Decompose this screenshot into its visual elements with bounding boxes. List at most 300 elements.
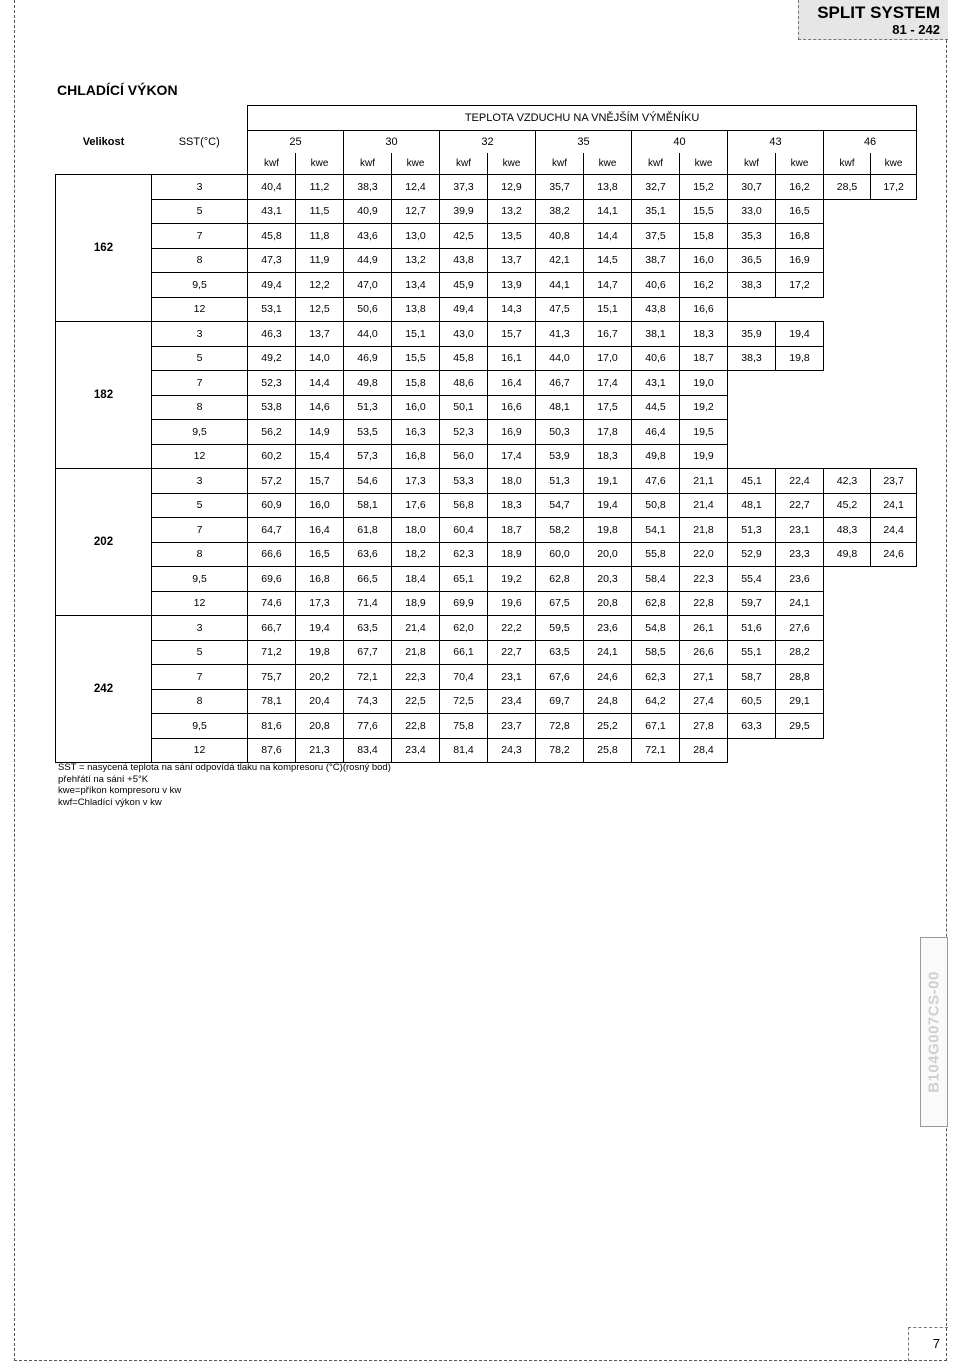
kwe-cell: 14,5 <box>584 248 632 273</box>
footnote-kwe: kwe=příkon kompresoru v kw <box>58 785 182 796</box>
kwf-cell: 43,1 <box>248 199 296 224</box>
kwe-cell: 28,2 <box>776 640 824 665</box>
kwe-cell <box>871 248 917 273</box>
kwf-cell: 65,1 <box>440 567 488 592</box>
kwe-cell <box>871 371 917 396</box>
kwe-cell: 18,3 <box>488 493 536 518</box>
kwf-cell: 50,1 <box>440 395 488 420</box>
kwf-cell: 54,7 <box>536 493 584 518</box>
kwf-cell: 46,4 <box>632 420 680 445</box>
temp-header: 32 <box>440 131 536 154</box>
kwf-cell: 74,3 <box>344 689 392 714</box>
kwf-cell: 51,3 <box>344 395 392 420</box>
kwf-cell: 40,4 <box>248 175 296 200</box>
kwf-cell: 59,5 <box>536 616 584 641</box>
table-row <box>56 640 917 665</box>
sst-cell: 5 <box>152 199 248 224</box>
kwe-cell <box>871 689 917 714</box>
table-row <box>56 493 917 518</box>
kwe-cell: 19,8 <box>776 346 824 371</box>
kwe-cell: 23,7 <box>871 469 917 494</box>
kwf-cell: 67,1 <box>632 714 680 739</box>
kwf-cell: 50,6 <box>344 297 392 322</box>
unit-kwe-header: kwe <box>392 153 440 175</box>
kwf-cell: 49,4 <box>440 297 488 322</box>
kwe-cell: 13,7 <box>488 248 536 273</box>
kwf-cell <box>824 420 871 445</box>
kwe-cell: 22,8 <box>680 591 728 616</box>
table-row <box>56 273 917 298</box>
kwf-cell: 40,9 <box>344 199 392 224</box>
kwf-cell: 49,2 <box>248 346 296 371</box>
kwf-cell: 49,8 <box>344 371 392 396</box>
kwe-cell: 18,2 <box>392 542 440 567</box>
kwe-cell <box>871 395 917 420</box>
kwe-cell: 11,2 <box>296 175 344 200</box>
kwf-cell <box>824 444 871 469</box>
kwe-cell: 13,8 <box>584 175 632 200</box>
kwe-cell: 20,4 <box>296 689 344 714</box>
kwf-cell <box>824 322 871 347</box>
kwe-cell: 15,1 <box>584 297 632 322</box>
kwf-cell: 66,6 <box>248 542 296 567</box>
document-code-box <box>920 937 948 1127</box>
table-row <box>56 469 917 494</box>
kwe-cell: 18,4 <box>392 567 440 592</box>
kwe-cell: 16,8 <box>392 444 440 469</box>
sst-cell: 12 <box>152 444 248 469</box>
unit-kwe-header: kwe <box>488 153 536 175</box>
kwe-cell: 11,8 <box>296 224 344 249</box>
kwe-cell: 11,5 <box>296 199 344 224</box>
kwf-cell: 61,8 <box>344 518 392 543</box>
kwf-cell: 43,6 <box>344 224 392 249</box>
kwf-cell <box>824 346 871 371</box>
kwe-cell <box>871 591 917 616</box>
kwe-cell: 27,1 <box>680 665 728 690</box>
kwf-cell: 69,9 <box>440 591 488 616</box>
table-row <box>56 689 917 714</box>
temp-header: 43 <box>728 131 824 154</box>
kwf-cell: 45,8 <box>248 224 296 249</box>
kwf-cell: 78,2 <box>536 738 584 763</box>
kwe-cell: 16,9 <box>488 420 536 445</box>
kwe-cell: 16,7 <box>584 322 632 347</box>
kwe-cell <box>871 273 917 298</box>
kwf-cell: 42,1 <box>536 248 584 273</box>
unit-kwf-header: kwf <box>824 153 871 175</box>
kwf-cell: 42,3 <box>824 469 871 494</box>
cooling-capacity-table <box>55 105 917 763</box>
sst-cell: 9,5 <box>152 273 248 298</box>
kwe-cell <box>871 567 917 592</box>
kwe-cell: 17,4 <box>584 371 632 396</box>
kwe-cell: 19,1 <box>584 469 632 494</box>
kwf-cell <box>728 395 776 420</box>
kwf-cell: 45,9 <box>440 273 488 298</box>
kwf-cell <box>824 640 871 665</box>
kwe-cell: 27,4 <box>680 689 728 714</box>
kwf-cell: 62,3 <box>632 665 680 690</box>
unit-kwe-header: kwe <box>680 153 728 175</box>
kwf-cell: 53,1 <box>248 297 296 322</box>
kwe-cell: 22,3 <box>392 665 440 690</box>
sst-cell: 5 <box>152 346 248 371</box>
kwf-cell: 42,5 <box>440 224 488 249</box>
unit-kwe-header: kwe <box>296 153 344 175</box>
kwf-cell <box>728 420 776 445</box>
table-row <box>56 542 917 567</box>
kwe-cell <box>871 665 917 690</box>
kwf-cell: 44,0 <box>344 322 392 347</box>
kwe-cell: 21,3 <box>296 738 344 763</box>
kwe-cell <box>776 297 824 322</box>
kwe-cell: 13,0 <box>392 224 440 249</box>
kwe-cell: 20,8 <box>296 714 344 739</box>
kwe-cell: 15,8 <box>392 371 440 396</box>
kwf-cell: 67,6 <box>536 665 584 690</box>
kwe-cell <box>776 420 824 445</box>
kwe-cell: 13,4 <box>392 273 440 298</box>
kwe-cell: 22,3 <box>680 567 728 592</box>
size-column-header: Velikost <box>82 135 125 148</box>
table-row <box>56 297 917 322</box>
kwe-cell: 19,4 <box>776 322 824 347</box>
kwf-cell: 45,8 <box>440 346 488 371</box>
kwf-cell: 57,2 <box>248 469 296 494</box>
header-subtitle: 81 - 242 <box>892 22 940 37</box>
kwe-cell: 14,6 <box>296 395 344 420</box>
kwf-cell: 46,3 <box>248 322 296 347</box>
table-row <box>56 616 917 641</box>
kwe-cell: 18,0 <box>392 518 440 543</box>
table-row <box>56 591 917 616</box>
kwf-cell: 43,1 <box>632 371 680 396</box>
kwf-cell <box>824 297 871 322</box>
table-row <box>56 420 917 445</box>
temp-header: 40 <box>632 131 728 154</box>
kwe-cell: 16,5 <box>776 199 824 224</box>
kwf-cell: 52,3 <box>248 371 296 396</box>
sst-cell: 7 <box>152 665 248 690</box>
kwf-cell <box>728 444 776 469</box>
kwf-cell: 69,6 <box>248 567 296 592</box>
kwe-cell: 29,5 <box>776 714 824 739</box>
kwe-cell: 24,1 <box>776 591 824 616</box>
table-row <box>56 175 917 200</box>
kwe-cell: 18,3 <box>584 444 632 469</box>
kwe-cell: 15,4 <box>296 444 344 469</box>
kwf-cell <box>824 665 871 690</box>
kwe-cell: 20,2 <box>296 665 344 690</box>
kwf-cell: 38,3 <box>728 273 776 298</box>
kwe-cell <box>776 738 824 763</box>
sst-cell: 9,5 <box>152 714 248 739</box>
kwe-cell: 16,6 <box>488 395 536 420</box>
kwe-cell: 11,9 <box>296 248 344 273</box>
table-row <box>56 322 917 347</box>
kwe-cell: 16,0 <box>392 395 440 420</box>
table-row <box>56 371 917 396</box>
kwe-cell <box>871 640 917 665</box>
kwe-cell: 21,1 <box>680 469 728 494</box>
kwe-cell: 28,8 <box>776 665 824 690</box>
kwf-cell: 60,2 <box>248 444 296 469</box>
kwe-cell <box>871 224 917 249</box>
kwf-cell: 60,5 <box>728 689 776 714</box>
kwe-cell: 14,4 <box>296 371 344 396</box>
kwe-cell: 12,7 <box>392 199 440 224</box>
kwf-cell <box>824 199 871 224</box>
kwe-cell: 12,5 <box>296 297 344 322</box>
kwe-cell: 16,0 <box>296 493 344 518</box>
kwe-cell: 28,4 <box>680 738 728 763</box>
kwf-cell: 48,1 <box>728 493 776 518</box>
table-row <box>56 738 917 763</box>
kwf-cell: 58,7 <box>728 665 776 690</box>
kwf-cell <box>824 395 871 420</box>
kwe-cell: 24,6 <box>871 542 917 567</box>
kwf-cell: 46,9 <box>344 346 392 371</box>
unit-kwf-header: kwf <box>632 153 680 175</box>
kwf-cell: 57,3 <box>344 444 392 469</box>
kwe-cell <box>871 444 917 469</box>
kwf-cell: 43,8 <box>632 297 680 322</box>
kwf-cell: 40,8 <box>536 224 584 249</box>
unit-kwe-header: kwe <box>776 153 824 175</box>
kwf-cell: 38,3 <box>728 346 776 371</box>
kwf-cell: 38,3 <box>344 175 392 200</box>
kwe-cell: 14,1 <box>584 199 632 224</box>
kwf-cell: 41,3 <box>536 322 584 347</box>
kwf-cell: 51,3 <box>728 518 776 543</box>
kwf-cell: 44,9 <box>344 248 392 273</box>
kwf-cell: 58,4 <box>632 567 680 592</box>
footnote-sst: SST = nasycená teplota na sání odpovídá tlaku na kompresoru (°C)(rosný bod) <box>58 762 391 773</box>
kwf-cell: 32,7 <box>632 175 680 200</box>
kwe-cell: 27,6 <box>776 616 824 641</box>
kwe-cell: 22,2 <box>488 616 536 641</box>
kwe-cell: 17,5 <box>584 395 632 420</box>
kwe-cell: 19,0 <box>680 371 728 396</box>
kwf-cell: 78,1 <box>248 689 296 714</box>
kwf-cell: 54,8 <box>632 616 680 641</box>
kwf-cell: 48,1 <box>536 395 584 420</box>
kwf-cell <box>824 714 871 739</box>
table-row <box>56 665 917 690</box>
kwe-cell: 18,7 <box>680 346 728 371</box>
kwf-cell: 63,3 <box>728 714 776 739</box>
kwe-cell: 13,5 <box>488 224 536 249</box>
kwe-cell: 18,9 <box>392 591 440 616</box>
kwe-cell: 22,7 <box>776 493 824 518</box>
kwf-cell: 52,9 <box>728 542 776 567</box>
sst-cell: 12 <box>152 297 248 322</box>
kwf-cell: 62,0 <box>440 616 488 641</box>
kwe-cell: 16,8 <box>776 224 824 249</box>
kwf-cell: 75,8 <box>440 714 488 739</box>
kwe-cell: 17,4 <box>488 444 536 469</box>
kwe-cell <box>871 346 917 371</box>
kwe-cell: 15,5 <box>392 346 440 371</box>
kwf-cell: 49,4 <box>248 273 296 298</box>
kwe-cell: 19,2 <box>680 395 728 420</box>
kwf-cell: 75,7 <box>248 665 296 690</box>
kwe-cell: 24,6 <box>584 665 632 690</box>
kwe-cell: 22,8 <box>392 714 440 739</box>
kwe-cell: 12,9 <box>488 175 536 200</box>
kwe-cell: 24,3 <box>488 738 536 763</box>
kwe-cell: 19,9 <box>680 444 728 469</box>
kwf-cell: 48,6 <box>440 371 488 396</box>
table-row <box>56 395 917 420</box>
kwe-cell: 16,4 <box>296 518 344 543</box>
kwe-cell: 14,9 <box>296 420 344 445</box>
kwe-cell: 25,2 <box>584 714 632 739</box>
kwf-cell: 53,8 <box>248 395 296 420</box>
table-row <box>56 518 917 543</box>
kwe-cell: 15,8 <box>680 224 728 249</box>
kwe-cell: 16,3 <box>392 420 440 445</box>
kwe-cell: 24,1 <box>871 493 917 518</box>
kwf-cell: 36,5 <box>728 248 776 273</box>
kwe-cell: 21,8 <box>680 518 728 543</box>
kwe-cell: 17,8 <box>584 420 632 445</box>
kwf-cell: 47,5 <box>536 297 584 322</box>
kwf-cell: 47,6 <box>632 469 680 494</box>
sst-cell: 5 <box>152 640 248 665</box>
kwf-cell: 72,8 <box>536 714 584 739</box>
kwe-cell: 23,7 <box>488 714 536 739</box>
kwe-cell: 13,8 <box>392 297 440 322</box>
kwe-cell: 29,1 <box>776 689 824 714</box>
kwe-cell: 17,2 <box>871 175 917 200</box>
kwe-cell: 24,8 <box>584 689 632 714</box>
kwe-cell <box>776 444 824 469</box>
kwe-cell: 26,6 <box>680 640 728 665</box>
kwe-cell: 16,1 <box>488 346 536 371</box>
kwe-cell: 17,0 <box>584 346 632 371</box>
kwe-cell: 17,2 <box>776 273 824 298</box>
kwf-cell: 66,1 <box>440 640 488 665</box>
kwe-cell: 16,5 <box>296 542 344 567</box>
kwe-cell: 12,4 <box>392 175 440 200</box>
kwe-cell <box>871 297 917 322</box>
kwe-cell: 26,1 <box>680 616 728 641</box>
kwf-cell: 37,3 <box>440 175 488 200</box>
sst-cell: 7 <box>152 224 248 249</box>
kwf-cell: 72,1 <box>632 738 680 763</box>
kwf-cell: 58,2 <box>536 518 584 543</box>
kwf-cell: 81,4 <box>440 738 488 763</box>
kwe-cell: 21,4 <box>680 493 728 518</box>
unit-kwf-header: kwf <box>248 153 296 175</box>
kwe-cell: 23,4 <box>392 738 440 763</box>
footnote-superheat: přehřátí na sání +5°K <box>58 773 149 785</box>
kwe-cell: 19,4 <box>584 493 632 518</box>
kwe-cell: 20,3 <box>584 567 632 592</box>
sst-cell: 3 <box>152 175 248 200</box>
kwf-cell: 49,8 <box>632 444 680 469</box>
kwf-cell: 60,0 <box>536 542 584 567</box>
kwf-cell: 62,8 <box>536 567 584 592</box>
kwe-cell: 16,6 <box>680 297 728 322</box>
kwf-cell: 69,7 <box>536 689 584 714</box>
kwf-cell: 77,6 <box>344 714 392 739</box>
kwf-cell: 55,1 <box>728 640 776 665</box>
temp-header: 25 <box>248 131 344 154</box>
kwf-cell: 66,7 <box>248 616 296 641</box>
kwe-cell: 22,4 <box>776 469 824 494</box>
table-row <box>56 567 917 592</box>
kwf-cell: 55,4 <box>728 567 776 592</box>
kwf-cell: 52,3 <box>440 420 488 445</box>
kwe-cell: 21,8 <box>392 640 440 665</box>
kwe-cell: 20,0 <box>584 542 632 567</box>
kwe-cell: 16,2 <box>776 175 824 200</box>
kwf-cell: 35,3 <box>728 224 776 249</box>
kwf-cell: 71,4 <box>344 591 392 616</box>
kwf-cell: 45,1 <box>728 469 776 494</box>
kwf-cell: 72,5 <box>440 689 488 714</box>
kwe-cell: 25,8 <box>584 738 632 763</box>
section-title: CHLADÍCÍ VÝKON <box>57 82 178 98</box>
kwf-cell <box>728 371 776 396</box>
kwf-cell: 64,7 <box>248 518 296 543</box>
kwe-cell: 18,7 <box>488 518 536 543</box>
kwe-cell: 13,2 <box>488 199 536 224</box>
sst-cell: 5 <box>152 493 248 518</box>
kwf-cell <box>824 273 871 298</box>
kwf-cell: 67,7 <box>344 640 392 665</box>
kwe-cell: 19,2 <box>488 567 536 592</box>
kwe-cell: 16,2 <box>680 273 728 298</box>
kwf-cell: 63,6 <box>344 542 392 567</box>
kwf-cell: 33,0 <box>728 199 776 224</box>
kwf-cell: 56,0 <box>440 444 488 469</box>
kwe-cell: 16,4 <box>488 371 536 396</box>
kwe-cell: 19,5 <box>680 420 728 445</box>
kwe-cell: 24,4 <box>871 518 917 543</box>
kwf-cell: 37,5 <box>632 224 680 249</box>
size-cell: 202 <box>56 469 152 616</box>
kwf-cell: 51,3 <box>536 469 584 494</box>
unit-kwe-header: kwe <box>584 153 632 175</box>
kwf-cell <box>824 591 871 616</box>
page-number-box <box>908 1327 948 1361</box>
outdoor-temp-header: TEPLOTA VZDUCHU NA VNĚJŠÍM VÝMĚNÍKU <box>248 106 917 131</box>
kwf-cell: 62,3 <box>440 542 488 567</box>
kwe-cell: 16,0 <box>680 248 728 273</box>
kwf-cell: 66,5 <box>344 567 392 592</box>
kwf-cell: 28,5 <box>824 175 871 200</box>
kwe-cell <box>776 395 824 420</box>
kwe-cell: 13,7 <box>296 322 344 347</box>
kwf-cell: 43,0 <box>440 322 488 347</box>
kwe-cell: 23,1 <box>776 518 824 543</box>
kwe-cell: 13,9 <box>488 273 536 298</box>
kwf-cell: 44,0 <box>536 346 584 371</box>
kwf-cell: 39,9 <box>440 199 488 224</box>
kwe-cell <box>871 199 917 224</box>
table-row <box>56 224 917 249</box>
kwf-cell: 47,3 <box>248 248 296 273</box>
kwf-cell: 38,7 <box>632 248 680 273</box>
kwf-cell: 83,4 <box>344 738 392 763</box>
kwf-cell: 71,2 <box>248 640 296 665</box>
kwf-cell <box>824 224 871 249</box>
kwf-cell: 44,5 <box>632 395 680 420</box>
